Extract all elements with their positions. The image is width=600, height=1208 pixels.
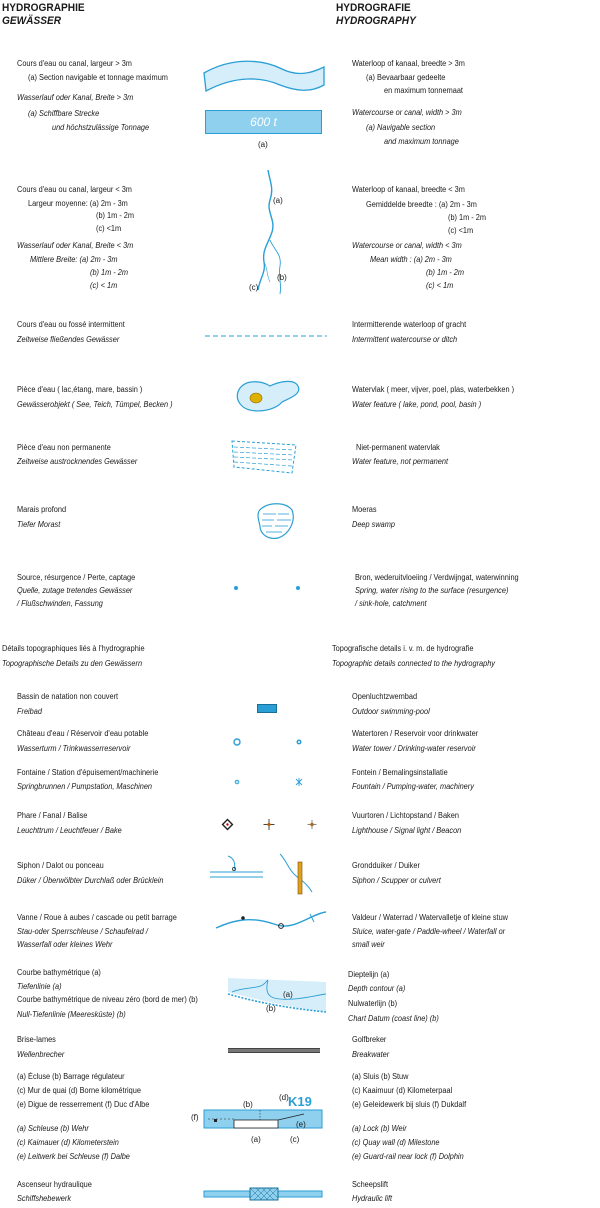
- r16-nl-2: (c) Kaaimuur (d) Kilometerpaal: [352, 1086, 453, 1095]
- r2-nl-b: (b) 1m - 2m: [448, 213, 487, 222]
- r12-nl: Grondduiker / Duiker: [352, 861, 420, 870]
- header-fr: HYDROGRAPHIE: [2, 2, 85, 14]
- r3-de: Zeitweise fließendes Gewässer: [17, 335, 120, 344]
- r4-fr: Pièce d'eau ( lac,étang, mare, bassin ): [17, 385, 143, 394]
- r7-en-2: / sink-hole, catchment: [355, 599, 427, 608]
- sluice-wheel-weir-symbol: [214, 908, 328, 934]
- r5-fr: Pièce d'eau non permanente: [17, 443, 111, 452]
- r16-nl-1: (a) Sluis (b) Stuw: [352, 1072, 409, 1081]
- r4-de: Gewässerobjekt ( See, Teich, Tümpel, Becken ): [17, 400, 173, 409]
- r8-nl: Openluchtzwembad: [352, 692, 418, 701]
- r5-nl: Niet-permanent watervlak: [356, 443, 440, 452]
- r7-de-1: Quelle, zutage tretendes Gewässer: [17, 586, 133, 595]
- r10-de: Springbrunnen / Pumpstation, Maschinen: [17, 782, 153, 791]
- r11-de: Leuchttrum / Leuchtfeuer / Bake: [17, 826, 122, 835]
- r3-en: Intermittent watercourse or ditch: [352, 335, 458, 344]
- r17-nl: Scheepslift: [352, 1180, 389, 1189]
- r10-fr: Fontaine / Station d'épuisement/machinerie: [17, 768, 159, 777]
- r14-de-2: Null-Tiefenlinie (Meeresküste) (b): [17, 1010, 126, 1019]
- hydraulic-lift-symbol: [204, 1187, 324, 1201]
- r2-en-title: Watercourse or canal, width < 3m: [352, 241, 462, 250]
- r11-nl: Vuurtoren / Lichtopstand / Baken: [352, 811, 459, 820]
- r1-de-sub1: (a) Schiffbare Strecke: [28, 109, 100, 118]
- r2-label-a: (a): [273, 196, 283, 205]
- r16-label-e: (e): [296, 1120, 306, 1129]
- r14-label-b: (b): [266, 1004, 276, 1013]
- r12-en: Siphon / Scupper or culvert: [352, 876, 441, 885]
- r17-de: Schiffshebewerk: [17, 1194, 72, 1203]
- non-permanent-water-symbol: [230, 439, 300, 475]
- section-nl: Topografische details i. v. m. de hydrografie: [332, 644, 474, 653]
- r10-en: Fountain / Pumping-water, machinery: [352, 782, 474, 791]
- r16-en-1: (a) Lock (b) Weir: [352, 1124, 407, 1133]
- r13-de-2: Wasserfall oder kleines Wehr: [17, 940, 113, 949]
- tonnage-label: 600 t: [250, 115, 277, 129]
- r6-nl: Moeras: [352, 505, 377, 514]
- r6-fr: Marais profond: [17, 505, 67, 514]
- r16-de-1: (a) Schleuse (b) Wehr: [17, 1124, 89, 1133]
- r5-en: Water feature, not permanent: [352, 457, 449, 466]
- lock-weir-symbol: [204, 1106, 324, 1132]
- r15-de: Wellenbrecher: [17, 1050, 65, 1059]
- r13-de-1: Stau-oder Sperrschleuse / Schaufelrad /: [17, 927, 148, 936]
- r10-nl: Fontein / Bemalingsinstallatie: [352, 768, 448, 777]
- header-en: HYDROGRAPHY: [336, 15, 416, 27]
- fountain-pump-icons: [230, 776, 305, 788]
- r9-en: Water tower / Drinking-water reservoir: [352, 744, 476, 753]
- r9-nl: Watertoren / Reservoir voor drinkwater: [352, 729, 479, 738]
- r8-de: Freibad: [17, 707, 42, 716]
- r16-label-d: (d): [279, 1093, 289, 1102]
- r16-en-3: (e) Guard-rail near lock (f) Dolphin: [352, 1152, 464, 1161]
- r14-label-a: (a): [283, 990, 293, 999]
- r14-fr-1: Courbe bathymétrique (a): [17, 968, 101, 977]
- r1-fr-sub: (a) Section navigable et tonnage maximum: [28, 73, 168, 82]
- intermittent-stream-symbol: [205, 333, 327, 339]
- r16-label-f: (f): [191, 1113, 199, 1122]
- r14-nl-2: Nulwaterlijn (b): [348, 999, 398, 1008]
- r14-en-1: Depth contour (a): [348, 984, 406, 993]
- wide-river-symbol: [202, 55, 326, 95]
- r16-nl-3: (e) Geleidewerk bij sluis (f) Dukdalf: [352, 1100, 467, 1109]
- spring-symbols: [230, 584, 305, 594]
- r16-label-b: (b): [243, 1100, 253, 1109]
- r2-en-c: (c) < 1m: [426, 281, 454, 290]
- r16-fr-3: (e) Digue de resserrement (f) Duc d'Albe: [17, 1100, 150, 1109]
- r1-en-sub2: and maximum tonnage: [384, 137, 459, 146]
- r6-de: Tiefer Morast: [17, 520, 61, 529]
- r6-en: Deep swamp: [352, 520, 395, 529]
- r11-fr: Phare / Fanal / Balise: [17, 811, 88, 820]
- r15-fr: Brise-lames: [17, 1035, 56, 1044]
- r2-en-width: Mean width : (a) 2m - 3m: [370, 255, 452, 264]
- r14-de-1: Tiefenlinie (a): [17, 982, 62, 991]
- water-feature-symbol: [234, 376, 304, 414]
- r2-de-c: (c) < 1m: [90, 281, 118, 290]
- swimming-pool-icon: [257, 704, 277, 713]
- lighthouse-beacon-icons: [220, 817, 320, 833]
- r2-en-b: (b) 1m - 2m: [426, 268, 465, 277]
- r1-en-sub1: (a) Navigable section: [366, 123, 436, 132]
- r16-en-2: (c) Quay wall (d) Milestone: [352, 1138, 440, 1147]
- swamp-symbol: [254, 500, 296, 542]
- r13-fr: Vanne / Roue à aubes / cascade ou petit barrage: [17, 913, 177, 922]
- r9-de: Wasserturm / Trinkwasserreservoir: [17, 744, 131, 753]
- r2-nl-width: Gemiddelde breedte : (a) 2m - 3m: [366, 200, 477, 209]
- r2-fr-c: (c) <1m: [96, 224, 122, 233]
- r8-en: Outdoor swimming-pool: [352, 707, 430, 716]
- r13-nl: Valdeur / Waterrad / Watervalletje of kleine stuw: [352, 913, 508, 922]
- r14-fr-2: Courbe bathymétrique de niveau zéro (bord de mer) (b): [17, 995, 198, 1004]
- r16-de-3: (e) Leitwerk bei Schleuse (f) Dalbe: [17, 1152, 130, 1161]
- r1-en-title: Watercourse or canal, width > 3m: [352, 108, 462, 117]
- header-nl: HYDROGRAFIE: [336, 2, 411, 14]
- r2-fr-title: Cours d'eau ou canal, largeur < 3m: [17, 185, 132, 194]
- section-en: Topographic details connected to the hydrography: [332, 659, 495, 668]
- r13-en-1: Sluice, water-gate / Paddle-wheel / Waterfall or: [352, 927, 506, 936]
- r16-label-c: (c): [290, 1135, 300, 1144]
- section-fr: Détails topographiques liés à l'hydrographie: [2, 644, 145, 653]
- r15-en: Breakwater: [352, 1050, 390, 1059]
- r13-en-2: small weir: [352, 940, 385, 949]
- section-de: Topographische Details zu den Gewässern: [2, 659, 143, 668]
- r7-de-2: / Flußschwinden, Fassung: [17, 599, 103, 608]
- water-tower-icons: [230, 736, 305, 748]
- r8-fr: Bassin de natation non couvert: [17, 692, 119, 701]
- r16-label-a: (a): [251, 1135, 261, 1144]
- r1-fr-title: Cours d'eau ou canal, largeur > 3m: [17, 59, 132, 68]
- r1-nl-sub1: (a) Bevaarbaar gedeelte: [366, 73, 446, 82]
- r2-nl-c: (c) <1m: [448, 226, 474, 235]
- r2-de-title: Wasserlauf oder Kanal, Breite < 3m: [17, 241, 134, 250]
- r14-en-2: Chart Datum (coast line) (b): [348, 1014, 439, 1023]
- r2-label-b: (b): [277, 273, 287, 282]
- r12-fr: Siphon / Dalot ou ponceau: [17, 861, 104, 870]
- r2-nl-title: Waterloop of kanaal, breedte < 3m: [352, 185, 465, 194]
- r7-fr: Source, résurgence / Perte, captage: [17, 573, 136, 582]
- r16-fr-2: (c) Mur de quai (d) Borne kilométrique: [17, 1086, 141, 1095]
- r5-de: Zeitweise austrocknendes Gewässer: [17, 457, 138, 466]
- header-de: GEWÄSSER: [2, 15, 62, 27]
- r15-nl: Golfbreker: [352, 1035, 387, 1044]
- r11-en: Lighthouse / Signal light / Beacon: [352, 826, 462, 835]
- r9-fr: Château d'eau / Réservoir d'eau potable: [17, 729, 149, 738]
- r2-de-b: (b) 1m - 2m: [90, 268, 129, 277]
- r16-fr-1: (a) Écluse (b) Barrage régulateur: [17, 1072, 125, 1081]
- r1-sym-label: (a): [258, 140, 268, 149]
- siphon-culvert-symbols: [208, 852, 328, 896]
- r16-de-2: (c) Kaimauer (d) Kilometerstein: [17, 1138, 119, 1147]
- bathymetric-contour-symbol: [226, 976, 328, 1018]
- r3-nl: Intermitterende waterloop of gracht: [352, 320, 467, 329]
- r4-nl: Watervlak ( meer, vijver, poel, plas, waterbekken ): [352, 385, 515, 394]
- r2-fr-b: (b) 1m - 2m: [96, 211, 135, 220]
- r7-nl: Bron, wederuitvloeiing / Verdwijngat, waterwinning: [355, 573, 519, 582]
- r17-fr: Ascenseur hydraulique: [17, 1180, 92, 1189]
- r2-fr-width: Largeur moyenne: (a) 2m - 3m: [28, 199, 128, 208]
- r17-en: Hydraulic lift: [352, 1194, 393, 1203]
- r7-en-1: Spring, water rising to the surface (resurgence): [355, 586, 509, 595]
- r4-en: Water feature ( lake, pond, pool, basin ): [352, 400, 482, 409]
- r1-de-title: Wasserlauf oder Kanal, Breite > 3m: [17, 93, 134, 102]
- r3-fr: Cours d'eau ou fossé intermittent: [17, 320, 125, 329]
- r1-de-sub2: und höchstzulässige Tonnage: [52, 123, 150, 132]
- r12-de: Düker / Überwölbter Durchlaß oder Brücklein: [17, 876, 164, 885]
- r1-nl-sub2: en maximum tonnemaat: [384, 86, 463, 95]
- r2-label-c: (c): [249, 283, 259, 292]
- r14-nl-1: Dieptelijn (a): [348, 970, 390, 979]
- breakwater-symbol: [228, 1048, 320, 1053]
- kilometer-marker: K19: [288, 1094, 312, 1109]
- r2-de-width: Mittlere Breite: (a) 2m - 3m: [30, 255, 118, 264]
- r1-nl-title: Waterloop of kanaal, breedte > 3m: [352, 59, 465, 68]
